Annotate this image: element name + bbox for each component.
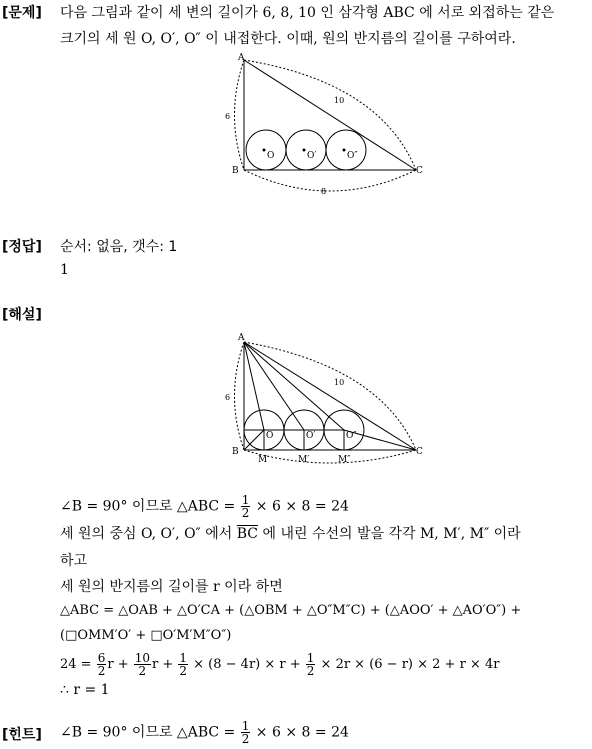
center-dot-O: [263, 149, 266, 152]
dim-arc-AB: [235, 342, 245, 450]
dim-arc-AB: [235, 60, 245, 170]
center-dot-O-dprime: [343, 149, 346, 152]
vertex-A: A: [238, 53, 245, 63]
side-label-BC: 8: [321, 187, 327, 196]
answer-line-1: 순서: 없음, 갯수: 1: [60, 239, 178, 255]
solution-line-8: ∴ r = 1: [60, 682, 110, 698]
solution-line-1: ∠B = 90° 이므로 △ABC = $\frac{1}{2}$ × 6 × 8 = 24: [60, 493, 349, 520]
side-label-AC: 10: [334, 96, 345, 105]
vertex-A: A: [238, 333, 245, 343]
problem-line-2: 크기의 세 원 O, O′, O″ 이 내접한다. 이때, 원의 반지름의 길이를 구하여라.: [60, 31, 516, 47]
side-label-AB: 6: [225, 393, 231, 402]
seg-AO-prime: [244, 342, 304, 430]
problem-label: [문제]: [2, 5, 42, 21]
seg-AO: [244, 342, 264, 430]
answer-line-2: 1: [60, 262, 69, 278]
center-label-O-prime: O′: [306, 431, 316, 441]
solution-line-5: △ABC = △OAB + △O′CA + (△OBM + △O″M″C) + (△AOO′ + △AO′O″) +: [60, 603, 522, 618]
foot-label-M: M: [258, 455, 268, 465]
center-dot-O-prime: [303, 149, 306, 152]
vertex-B: B: [232, 447, 239, 457]
triangle-figure-1: [220, 52, 430, 202]
center-label-O-prime: O′: [307, 151, 317, 161]
foot-label-M-dprime: M″: [338, 455, 351, 465]
center-label-O-dprime: O″: [347, 151, 358, 161]
dim-arc-BC: [244, 450, 416, 463]
vertex-C: C: [416, 166, 423, 176]
circle-O: [246, 130, 286, 170]
problem-line-1: 다음 그림과 같이 세 변의 길이가 6, 8, 10 인 삼각형 ABC 에 서로 외접하는 같은: [60, 5, 555, 21]
hint-label: [힌트]: [2, 727, 42, 743]
circle-O-prime: [286, 130, 326, 170]
solution-line-6: (□OMM′O′ + □O′M′M″O″): [60, 628, 232, 643]
vertex-C: C: [416, 447, 423, 457]
center-label-O-dprime: O″: [346, 431, 357, 441]
side-label-AB: 6: [225, 112, 231, 121]
circle-O-dprime: [326, 130, 366, 170]
triangle-figure-2: [220, 326, 430, 476]
solution-label: [해설]: [2, 307, 42, 323]
hint-line: ∠B = 90° 이므로 △ABC = $\frac{1}{2}$ × 6 × 8 = 24: [60, 719, 349, 746]
dim-arc-BC: [244, 170, 416, 191]
vertex-B: B: [232, 166, 239, 176]
answer-label: [정답]: [2, 239, 42, 255]
seg-AO-dprime: [244, 342, 344, 430]
solution-line-3: 하고: [60, 553, 88, 569]
solution-line-7: 24 = $\frac{6}{2}$ r + $\frac{10}{2}$ r + $\frac{1}{2}$ × (8 − 4r) × r + $\frac{1}{2}$ × 2r × (6 − r) × 2 + r × 4r: [60, 651, 500, 678]
center-label-O: O: [267, 151, 275, 161]
foot-label-M-prime: M′: [298, 455, 310, 465]
solution-line-2: 세 원의 중심 O, O′, O″ 에서 $\overline{BC}$ 에 내린 수선의 발을 각각 M, M′, M″ 이라: [60, 526, 521, 542]
side-label-AC: 10: [334, 378, 345, 387]
solution-line-4: 세 원의 반지름의 길이를 r 이라 하면: [60, 579, 283, 595]
center-label-O: O: [266, 431, 274, 441]
